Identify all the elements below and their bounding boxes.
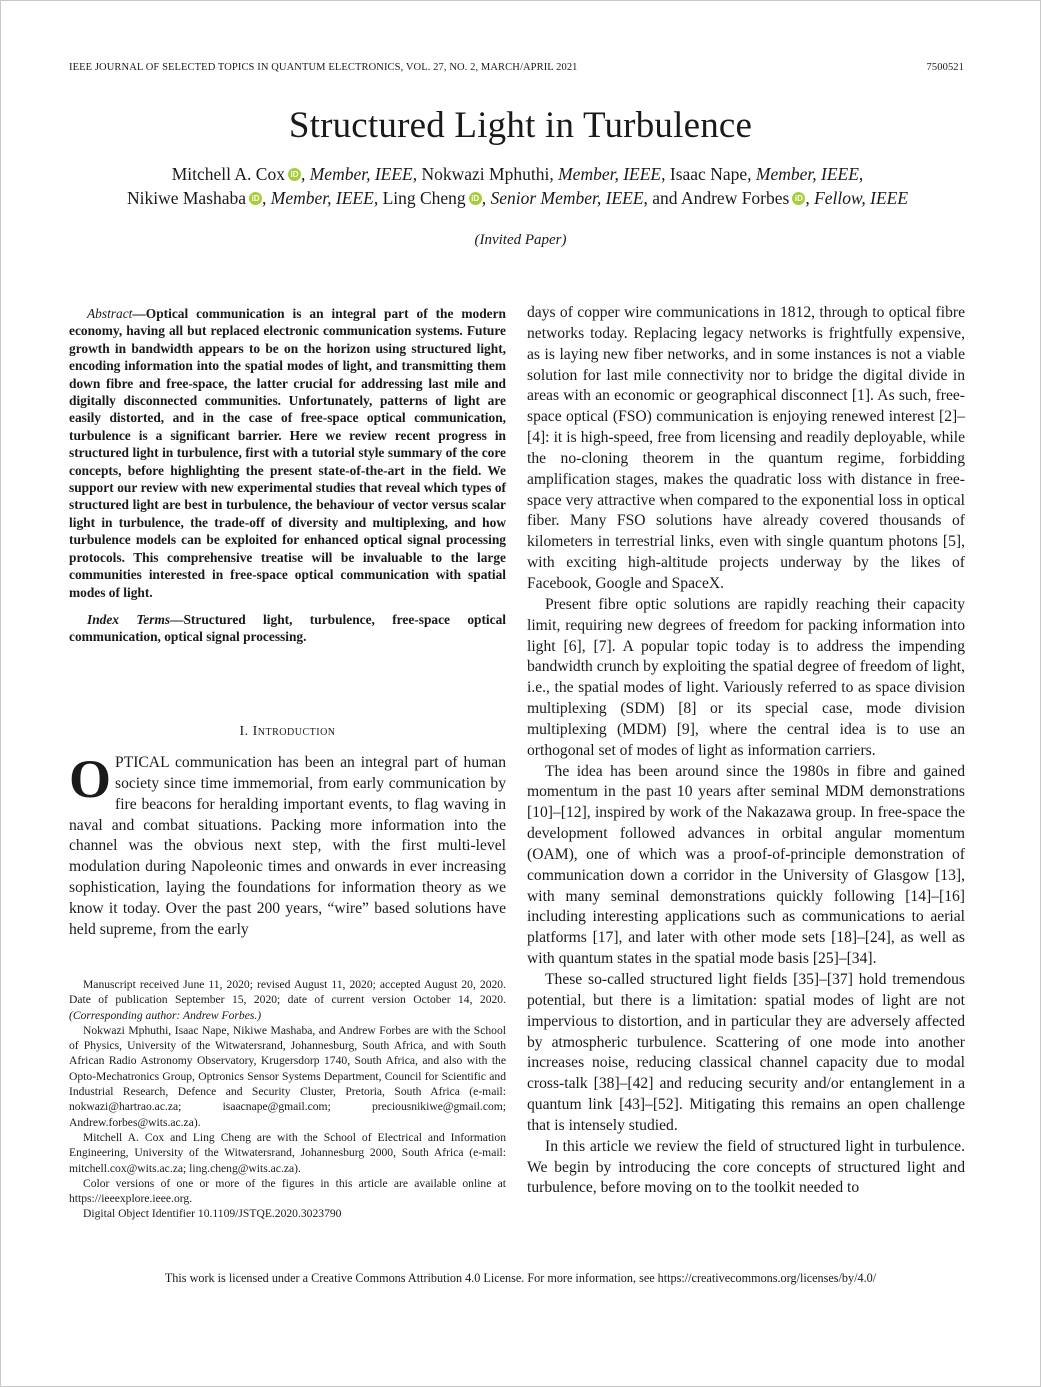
orcid-icon[interactable]: iD xyxy=(792,192,805,205)
body-paragraph: These so-called structured light fields [35]–[37] hold tremendous potential, but there is a limitation: spatial modes of light are not impervious to distortion, and in particular they are adversely affected by atmospheric turbulence. Scattering of one mode into another increases noise, reducing classical channel capacity due to modal cross-talk [38]–[42] and reducing security and/or entanglement in a quantum link [43]–[52]. Mitigating this remains an open challenge that is intensely studied. xyxy=(527,971,965,1134)
body-paragraph: Present fibre optic solutions are rapidly reaching their capacity limit, requiring new degrees of freedom for packing information into light [6], [7]. A popular topic today is to address the impending bandwidth crunch by exploiting the spatial degree of freedom of light, i.e., the spatial modes of light. Variously referred to as space division multiplexing (SDM) [8] or its special case, mode division multiplexing (MDM) [9], where the central idea is to use an orthogonal set of modes of light as information carriers. xyxy=(527,595,965,759)
drop-cap: O xyxy=(69,749,112,809)
footnote-doi: Digital Object Identifier 10.1109/JSTQE.2020.3023790 xyxy=(83,1207,342,1221)
orcid-icon[interactable]: iD xyxy=(288,168,301,181)
author-membership: , Fellow, IEEE xyxy=(805,188,909,208)
body-paragraph: The idea has been around since the 1980s in fibre and gained momentum in the past 10 years after seminal MDM demonstrations [10]–[12], inspired by work of the Nakazawa group. In free-space the development followed advances in orbital angular momentum (OAM), one of which was a proof-of-principle demonstration of communication down a corridor in the University of Glasgow [13], with many seminal demonstrations quickly following [14]–[16] including interesting applications such as communications to aerial platforms [17], and later with other mode sets [18]–[24], as well as with quantum states in the spatial mode basis [25]–[34]. xyxy=(527,762,965,968)
body-paragraph: days of copper wire communications in 1812, through to optical fibre networks today. Replacing legacy networks is frightfully expensive, as is laying new fiber networks, and in some instances is not a viable solution for last mile connectivity nor to bridge the digital divide in areas with an economic or geographical disconnect [1]. As such, free-space optical (FSO) communication is enjoying renewed interest [2]–[4]: it is high-speed, free from licensing and readily deployable, while the no-cloning theorem in the quantum regime, forbidding amplification stages, makes the quadratic loss with distance in free-space very attractive when compared to the exponential loss in optical fiber. Many FSO solutions have already covered thousands of kilometers in terrestrial links, even with single quantum photons [5], with exciting high-altitude projects underway by the likes of Facebook, Google and SpaceX. xyxy=(527,304,965,592)
author-name: , and Andrew Forbes xyxy=(643,188,790,208)
abstract-label: Abstract xyxy=(87,306,133,321)
section-heading xyxy=(69,724,506,740)
intro-paragraph xyxy=(69,749,506,941)
index-terms xyxy=(69,611,506,646)
left-column xyxy=(69,305,506,646)
section-number: I. xyxy=(239,724,249,739)
paper-title: Structured Light in Turbulence xyxy=(288,105,753,146)
journal-name: IEEE JOURNAL OF SELECTED TOPICS IN QUANTUM ELECTRONICS, VOL. 27, NO. 2, MARCH/APRIL 2021 xyxy=(69,62,578,73)
author-name: Mitchell A. Cox xyxy=(171,164,285,184)
author-name: , Ling Cheng xyxy=(373,188,466,208)
author-membership: , Member, IEEE xyxy=(747,164,859,184)
footnote-color: Color versions of one or more of the figures in this article are available online at https://ieeexplore.ieee.org. xyxy=(69,1176,506,1206)
orcid-icon[interactable]: iD xyxy=(469,192,482,205)
intro-text: PTICAL communication has been an integral part of human society since time immemorial, from early communication by fire beacons for heralding important events, to flag waving in naval and combat situations. Packing more information into the channel was the obvious next step, with the first multi-level modulation during Napoleonic times and onwards in ever increasing sophistication, laying the foundations for information theory as we know it today. Over the past 200 years, “wire” based solutions have held supreme, from the early xyxy=(69,754,506,938)
footnote-manuscript: Manuscript received June 11, 2020; revised August 11, 2020; accepted August 20, 2020. Date of publication September 15, 2020; date of current version October 14, 2020. (Corresponding author: Andrew Forbes.) xyxy=(69,978,506,1022)
index-terms-text: —Structured light, turbulence, free-space optical communication, optical signal processing. xyxy=(69,611,506,645)
corresponding-author: (Corresponding author: Andrew Forbes.) xyxy=(69,1008,262,1022)
footnote-affiliation: Nokwazi Mphuthi, Isaac Nape, Nikiwe Mashaba, and Andrew Forbes are with the School of Physics, University of the Witwatersrand, Johannesburg, South Africa, and with South African Radio Astronomy Observatory, Krugersdorp 1740, South Africa, and also with the Opto-Mechatronics Group, Optronics Sensor Systems Department, Council for Scientific and Industrial Research, Defence and Security Cluster, Pretoria, South Africa (e-mail: nokwazi@hartrao.ac.za; isaacnape@gmail.com; preciousnikiwe@gmail.com; Andrew.forbes@wits.ac.za). xyxy=(69,1023,506,1129)
body-paragraph: In this article we review the field of structured light in turbulence. We begin by introducing the core concepts of structured light and turbulence, before moving on to the toolkit needed to xyxy=(527,1137,965,1197)
author-name: , Nokwazi Mphuthi xyxy=(412,164,550,184)
author-list xyxy=(60,162,975,210)
author-separator: , xyxy=(858,164,864,184)
index-terms-label: Index Terms xyxy=(87,611,171,627)
page-number: 7500521 xyxy=(926,62,964,73)
author-membership: , Member, IEEE xyxy=(300,164,413,184)
section-title: Introduction xyxy=(252,724,336,739)
paper-type: (Invited Paper) xyxy=(474,232,567,248)
abstract-text: —Optical communication is an integral part of the modern economy, having all but replaced electronic communication systems. Future growth in bandwidth appears to be on the horizon using structured light, encoding information into the spatial modes of light, and transmitting them down fibre and free-space, the latter crucial for addressing last mile and digitally disconnected communities. Unfortunately, patterns of light are easily distorted, and in the case of free-space optical communication, turbulence is a significant barrier. Here we review recent progress in structured light in turbulence, first with a tutorial style summary of the core concepts, before highlighting the present state-of-the-art in the field. We support our review with new experimental studies that reveal which types of structured light are best in turbulence, the behaviour of vector versus scalar light in turbulence, the trade-off of diversity and multiplexing, and how turbulence models can be exploited for enhanced optical signal processing protocols. This comprehensive treatise will be invaluable to the large communities interested in free-space optical communication with spatial modes of light. xyxy=(69,306,506,600)
abstract xyxy=(69,305,506,601)
right-column xyxy=(527,303,965,1199)
footnotes xyxy=(69,977,506,1222)
author-name: Nikiwe Mashaba xyxy=(126,188,247,208)
author-membership: , Senior Member, IEEE xyxy=(481,188,644,208)
author-membership: , Member, IEEE xyxy=(549,164,662,184)
footnote-affiliation: Mitchell A. Cox and Ling Cheng are with the School of Electrical and Information Engineering, University of the Witwatersrand, Johannesburg 2000, South Africa (e-mail: mitchell.cox@wits.ac.za; ling.cheng@wits.ac.za). xyxy=(69,1130,506,1175)
license-notice: This work is licensed under a Creative Commons Attribution 4.0 License. For more information, see https://creativecommons.org/licenses/by/4.0/ xyxy=(164,1271,877,1285)
orcid-icon[interactable]: iD xyxy=(249,192,262,205)
author-membership: , Member, IEEE xyxy=(262,188,374,208)
author-name: , Isaac Nape xyxy=(661,164,748,184)
